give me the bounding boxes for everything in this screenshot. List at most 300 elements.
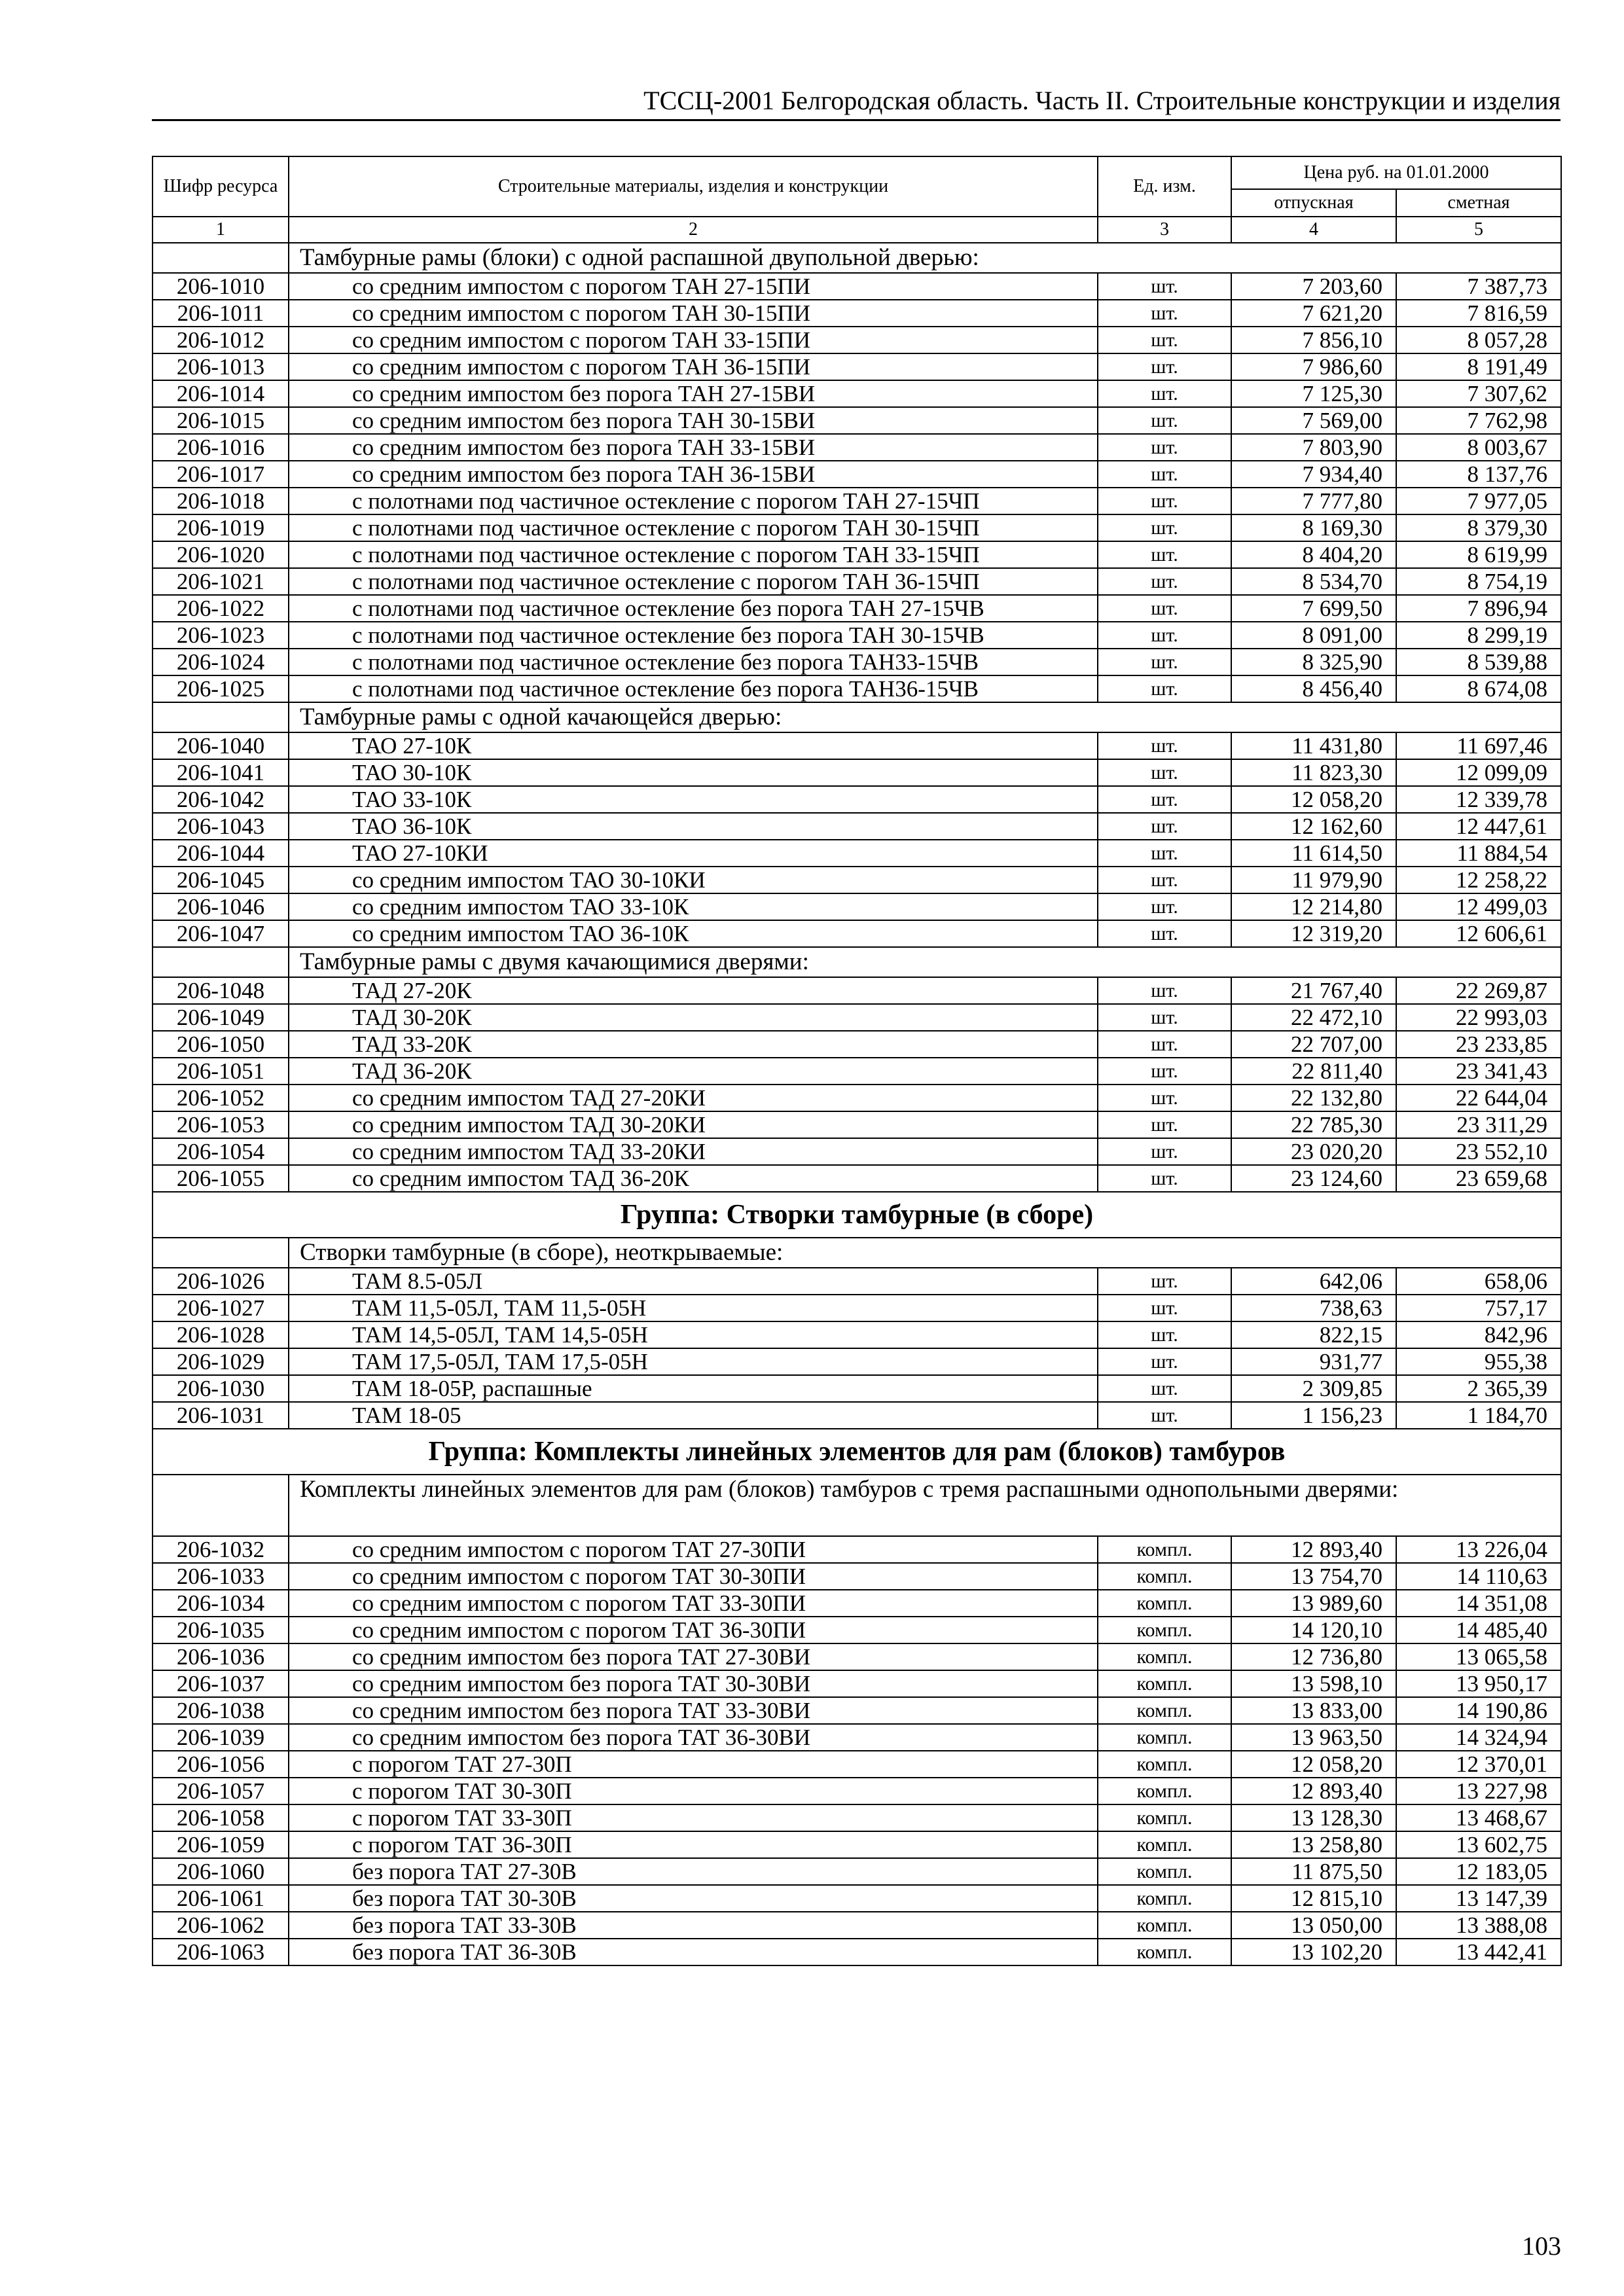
table-row	[153, 514, 1561, 541]
empty-code-cell	[153, 702, 289, 732]
unit: шт.	[1098, 488, 1231, 514]
col-number-3: 3	[1098, 217, 1231, 243]
unit: компл.	[1098, 1536, 1231, 1563]
unit: компл.	[1098, 1590, 1231, 1617]
resource-code: 206-1027	[153, 1295, 289, 1321]
table-row	[153, 327, 1561, 353]
table-row	[153, 1321, 1561, 1348]
unit: компл.	[1098, 1831, 1231, 1858]
estimate-price: 8 539,88	[1396, 649, 1561, 675]
unit: шт.	[1098, 840, 1231, 867]
unit: шт.	[1098, 300, 1231, 327]
item-name: со средним импостом без порога ТАН 30-15ВИ	[289, 407, 1098, 434]
table-row	[153, 568, 1561, 595]
unit: шт.	[1098, 514, 1231, 541]
unit: компл.	[1098, 1778, 1231, 1804]
running-header: ТССЦ-2001 Белгородская область. Часть II. Строительные конструкции и изделия	[152, 85, 1561, 121]
resource-code: 206-1045	[153, 867, 289, 893]
estimate-price: 12 370,01	[1396, 1751, 1561, 1778]
table-row	[153, 732, 1561, 759]
estimate-price: 12 258,22	[1396, 867, 1561, 893]
item-name: ТАО 30-10К	[289, 759, 1098, 786]
unit: шт.	[1098, 675, 1231, 702]
unit: шт.	[1098, 622, 1231, 649]
estimate-price: 23 233,85	[1396, 1031, 1561, 1058]
resource-code: 206-1056	[153, 1751, 289, 1778]
wholesale-price: 11 614,50	[1231, 840, 1396, 867]
unit: шт.	[1098, 732, 1231, 759]
item-name: со средним импостом с порогом ТАН 27-15ПИ	[289, 273, 1098, 300]
table-row	[153, 840, 1561, 867]
resource-code: 206-1062	[153, 1912, 289, 1939]
estimate-price: 13 147,39	[1396, 1885, 1561, 1912]
table-row	[153, 1831, 1561, 1858]
unit: шт.	[1098, 977, 1231, 1004]
subsection-heading-row	[153, 1475, 1561, 1536]
estimate-price: 14 324,94	[1396, 1724, 1561, 1751]
empty-code-cell	[153, 1475, 289, 1536]
table-row	[153, 1697, 1561, 1724]
item-name: со средним импостом ТАД 36-20К	[289, 1165, 1098, 1192]
wholesale-price: 822,15	[1231, 1321, 1396, 1348]
estimate-price: 12 499,03	[1396, 893, 1561, 920]
resource-code: 206-1025	[153, 675, 289, 702]
estimate-price: 22 269,87	[1396, 977, 1561, 1004]
resource-code: 206-1048	[153, 977, 289, 1004]
resource-code: 206-1021	[153, 568, 289, 595]
resource-code: 206-1034	[153, 1590, 289, 1617]
item-name: с порогом ТАТ 27-30П	[289, 1751, 1098, 1778]
item-name: со средним импостом без порога ТАН 36-15ВИ	[289, 461, 1098, 488]
wholesale-price: 23 124,60	[1231, 1165, 1396, 1192]
unit: шт.	[1098, 1295, 1231, 1321]
unit: компл.	[1098, 1912, 1231, 1939]
wholesale-price: 7 986,60	[1231, 353, 1396, 380]
table-row	[153, 867, 1561, 893]
table-row	[153, 1268, 1561, 1295]
unit: шт.	[1098, 353, 1231, 380]
item-name: с полотнами под частичное остекление с порогом ТАН 30-15ЧП	[289, 514, 1098, 541]
item-name: с полотнами под частичное остекление с порогом ТАН 36-15ЧП	[289, 568, 1098, 595]
subsection-heading-row	[153, 1238, 1561, 1268]
col-header-estimate: сметная	[1396, 189, 1561, 217]
unit: шт.	[1098, 1165, 1231, 1192]
item-name: с полотнами под частичное остекление с порогом ТАН 33-15ЧП	[289, 541, 1098, 568]
wholesale-price: 7 777,80	[1231, 488, 1396, 514]
table-row	[153, 1031, 1561, 1058]
wholesale-price: 13 050,00	[1231, 1912, 1396, 1939]
estimate-price: 13 227,98	[1396, 1778, 1561, 1804]
resource-code: 206-1032	[153, 1536, 289, 1563]
col-number-1: 1	[153, 217, 289, 243]
item-name: ТАМ 8.5-05Л	[289, 1268, 1098, 1295]
subsection-heading-row	[153, 947, 1561, 977]
table-row	[153, 977, 1561, 1004]
wholesale-price: 642,06	[1231, 1268, 1396, 1295]
unit: шт.	[1098, 920, 1231, 947]
wholesale-price: 21 767,40	[1231, 977, 1396, 1004]
wholesale-price: 12 058,20	[1231, 786, 1396, 813]
col-header-code: Шифр ресурса	[153, 156, 289, 217]
wholesale-price: 8 091,00	[1231, 622, 1396, 649]
estimate-price: 12 099,09	[1396, 759, 1561, 786]
table-row	[153, 1778, 1561, 1804]
empty-code-cell	[153, 243, 289, 273]
resource-code: 206-1030	[153, 1375, 289, 1402]
estimate-price: 14 190,86	[1396, 1697, 1561, 1724]
resource-code: 206-1063	[153, 1939, 289, 1965]
table-row	[153, 1804, 1561, 1831]
resource-code: 206-1020	[153, 541, 289, 568]
resource-code: 206-1029	[153, 1348, 289, 1375]
wholesale-price: 8 404,20	[1231, 541, 1396, 568]
unit: шт.	[1098, 1268, 1231, 1295]
item-name: со средним импостом с порогом ТАН 33-15ПИ	[289, 327, 1098, 353]
table-row	[153, 1858, 1561, 1885]
resource-code: 206-1060	[153, 1858, 289, 1885]
estimate-price: 7 307,62	[1396, 380, 1561, 407]
resource-code: 206-1058	[153, 1804, 289, 1831]
resource-code: 206-1010	[153, 273, 289, 300]
unit: компл.	[1098, 1617, 1231, 1643]
price-table	[152, 156, 1562, 1966]
estimate-price: 13 442,41	[1396, 1939, 1561, 1965]
table-row	[153, 1643, 1561, 1670]
table-row	[153, 1751, 1561, 1778]
resource-code: 206-1013	[153, 353, 289, 380]
wholesale-price: 13 989,60	[1231, 1590, 1396, 1617]
table-row	[153, 595, 1561, 622]
unit: шт.	[1098, 1085, 1231, 1111]
item-name: со средним импостом без порога ТАТ 27-30ВИ	[289, 1643, 1098, 1670]
table-row	[153, 813, 1561, 840]
wholesale-price: 14 120,10	[1231, 1617, 1396, 1643]
table-row	[153, 434, 1561, 461]
resource-code: 206-1061	[153, 1885, 289, 1912]
item-name: ТАО 27-10К	[289, 732, 1098, 759]
wholesale-price: 22 132,80	[1231, 1085, 1396, 1111]
estimate-price: 22 644,04	[1396, 1085, 1561, 1111]
wholesale-price: 2 309,85	[1231, 1375, 1396, 1402]
empty-code-cell	[153, 947, 289, 977]
col-number-4: 4	[1231, 217, 1396, 243]
group-heading-row	[153, 1192, 1561, 1238]
estimate-price: 1 184,70	[1396, 1402, 1561, 1429]
item-name: со средним импостом с порогом ТАН 36-15ПИ	[289, 353, 1098, 380]
unit: компл.	[1098, 1804, 1231, 1831]
wholesale-price: 23 020,20	[1231, 1138, 1396, 1165]
item-name: ТАМ 17,5-05Л, ТАМ 17,5-05Н	[289, 1348, 1098, 1375]
unit: шт.	[1098, 1111, 1231, 1138]
estimate-price: 8 191,49	[1396, 353, 1561, 380]
resource-code: 206-1046	[153, 893, 289, 920]
table-row	[153, 1724, 1561, 1751]
resource-code: 206-1028	[153, 1321, 289, 1348]
resource-code: 206-1016	[153, 434, 289, 461]
table-row	[153, 1402, 1561, 1429]
item-name: со средним импостом ТАО 33-10К	[289, 893, 1098, 920]
table-row	[153, 622, 1561, 649]
table-row	[153, 1563, 1561, 1590]
estimate-price: 2 365,39	[1396, 1375, 1561, 1402]
estimate-price: 8 674,08	[1396, 675, 1561, 702]
estimate-price: 13 468,67	[1396, 1804, 1561, 1831]
wholesale-price: 11 823,30	[1231, 759, 1396, 786]
col-number-5: 5	[1396, 217, 1561, 243]
estimate-price: 8 754,19	[1396, 568, 1561, 595]
resource-code: 206-1049	[153, 1004, 289, 1031]
resource-code: 206-1022	[153, 595, 289, 622]
unit: шт.	[1098, 434, 1231, 461]
estimate-price: 7 977,05	[1396, 488, 1561, 514]
estimate-price: 23 659,68	[1396, 1165, 1561, 1192]
table-row	[153, 649, 1561, 675]
table-header	[153, 156, 1561, 243]
wholesale-price: 11 431,80	[1231, 732, 1396, 759]
estimate-price: 12 606,61	[1396, 920, 1561, 947]
unit: компл.	[1098, 1724, 1231, 1751]
item-name: со средним импостом без порога ТАТ 36-30ВИ	[289, 1724, 1098, 1751]
item-name: со средним импостом с порогом ТАТ 33-30ПИ	[289, 1590, 1098, 1617]
item-name: ТАМ 14,5-05Л, ТАМ 14,5-05Н	[289, 1321, 1098, 1348]
subsection-heading: Тамбурные рамы с двумя качающимися дверями:	[289, 947, 1561, 977]
table-row	[153, 488, 1561, 514]
item-name: ТАО 36-10К	[289, 813, 1098, 840]
item-name: со средним импостом ТАД 33-20КИ	[289, 1138, 1098, 1165]
col-number-2: 2	[289, 217, 1098, 243]
wholesale-price: 12 214,80	[1231, 893, 1396, 920]
estimate-price: 11 697,46	[1396, 732, 1561, 759]
wholesale-price: 7 699,50	[1231, 595, 1396, 622]
resource-code: 206-1039	[153, 1724, 289, 1751]
estimate-price: 8 379,30	[1396, 514, 1561, 541]
resource-code: 206-1037	[153, 1670, 289, 1697]
unit: компл.	[1098, 1885, 1231, 1912]
table-row	[153, 1348, 1561, 1375]
wholesale-price: 22 811,40	[1231, 1058, 1396, 1085]
table-row	[153, 1085, 1561, 1111]
wholesale-price: 13 102,20	[1231, 1939, 1396, 1965]
item-name: со средним импостом без порога ТАН 33-15ВИ	[289, 434, 1098, 461]
resource-code: 206-1026	[153, 1268, 289, 1295]
item-name: с полотнами под частичное остекление без порога ТАН 30-15ЧВ	[289, 622, 1098, 649]
group-heading: Группа: Комплекты линейных элементов для рам (блоков) тамбуров	[153, 1429, 1561, 1475]
unit: компл.	[1098, 1670, 1231, 1697]
estimate-price: 955,38	[1396, 1348, 1561, 1375]
unit: шт.	[1098, 1058, 1231, 1085]
unit: компл.	[1098, 1643, 1231, 1670]
item-name: со средним импостом без порога ТАН 27-15ВИ	[289, 380, 1098, 407]
resource-code: 206-1023	[153, 622, 289, 649]
table-row	[153, 893, 1561, 920]
table-row	[153, 1138, 1561, 1165]
item-name: с полотнами под частичное остекление без порога ТАН 27-15ЧВ	[289, 595, 1098, 622]
estimate-price: 13 226,04	[1396, 1536, 1561, 1563]
item-name: без порога ТАТ 27-30В	[289, 1858, 1098, 1885]
resource-code: 206-1040	[153, 732, 289, 759]
resource-code: 206-1054	[153, 1138, 289, 1165]
table-row	[153, 1536, 1561, 1563]
resource-code: 206-1052	[153, 1085, 289, 1111]
unit: шт.	[1098, 327, 1231, 353]
wholesale-price: 13 754,70	[1231, 1563, 1396, 1590]
wholesale-price: 7 934,40	[1231, 461, 1396, 488]
item-name: с порогом ТАТ 30-30П	[289, 1778, 1098, 1804]
wholesale-price: 13 598,10	[1231, 1670, 1396, 1697]
table-row	[153, 920, 1561, 947]
item-name: ТАО 27-10КИ	[289, 840, 1098, 867]
subsection-heading: Тамбурные рамы (блоки) с одной распашной двупольной дверью:	[289, 243, 1561, 273]
estimate-price: 7 816,59	[1396, 300, 1561, 327]
subsection-heading-row	[153, 243, 1561, 273]
estimate-price: 12 339,78	[1396, 786, 1561, 813]
subsection-heading: Комплекты линейных элементов для рам (блоков) тамбуров с тремя распашными однопольными дверями:	[289, 1475, 1561, 1536]
table-row	[153, 461, 1561, 488]
group-heading: Группа: Створки тамбурные (в сборе)	[153, 1192, 1561, 1238]
unit: компл.	[1098, 1751, 1231, 1778]
wholesale-price: 12 893,40	[1231, 1778, 1396, 1804]
estimate-price: 8 299,19	[1396, 622, 1561, 649]
unit: шт.	[1098, 1402, 1231, 1429]
resource-code: 206-1043	[153, 813, 289, 840]
wholesale-price: 931,77	[1231, 1348, 1396, 1375]
item-name: с порогом ТАТ 36-30П	[289, 1831, 1098, 1858]
estimate-price: 658,06	[1396, 1268, 1561, 1295]
unit: шт.	[1098, 1004, 1231, 1031]
resource-code: 206-1038	[153, 1697, 289, 1724]
wholesale-price: 12 058,20	[1231, 1751, 1396, 1778]
resource-code: 206-1017	[153, 461, 289, 488]
resource-code: 206-1015	[153, 407, 289, 434]
estimate-price: 13 065,58	[1396, 1643, 1561, 1670]
unit: шт.	[1098, 759, 1231, 786]
resource-code: 206-1053	[153, 1111, 289, 1138]
wholesale-price: 12 319,20	[1231, 920, 1396, 947]
table-row	[153, 675, 1561, 702]
resource-code: 206-1012	[153, 327, 289, 353]
wholesale-price: 22 472,10	[1231, 1004, 1396, 1031]
estimate-price: 8 619,99	[1396, 541, 1561, 568]
wholesale-price: 12 815,10	[1231, 1885, 1396, 1912]
table-row	[153, 353, 1561, 380]
wholesale-price: 11 875,50	[1231, 1858, 1396, 1885]
estimate-price: 7 762,98	[1396, 407, 1561, 434]
col-header-unit: Ед. изм.	[1098, 156, 1231, 217]
table-row	[153, 1617, 1561, 1643]
unit: компл.	[1098, 1563, 1231, 1590]
estimate-price: 13 388,08	[1396, 1912, 1561, 1939]
page-number: 103	[1522, 2231, 1561, 2261]
table-row	[153, 541, 1561, 568]
item-name: ТАД 30-20К	[289, 1004, 1098, 1031]
wholesale-price: 7 856,10	[1231, 327, 1396, 353]
estimate-price: 12 447,61	[1396, 813, 1561, 840]
wholesale-price: 12 736,80	[1231, 1643, 1396, 1670]
estimate-price: 14 485,40	[1396, 1617, 1561, 1643]
item-name: ТАД 27-20К	[289, 977, 1098, 1004]
item-name: со средним импостом с порогом ТАН 30-15ПИ	[289, 300, 1098, 327]
table-row	[153, 1670, 1561, 1697]
col-header-wholesale: отпускная	[1231, 189, 1396, 217]
estimate-price: 8 003,67	[1396, 434, 1561, 461]
group-heading-row	[153, 1429, 1561, 1475]
unit: шт.	[1098, 541, 1231, 568]
estimate-price: 7 896,94	[1396, 595, 1561, 622]
unit: компл.	[1098, 1858, 1231, 1885]
estimate-price: 12 183,05	[1396, 1858, 1561, 1885]
table-row	[153, 1912, 1561, 1939]
unit: шт.	[1098, 786, 1231, 813]
resource-code: 206-1036	[153, 1643, 289, 1670]
unit: шт.	[1098, 1138, 1231, 1165]
table-row	[153, 407, 1561, 434]
unit: шт.	[1098, 407, 1231, 434]
table-row	[153, 759, 1561, 786]
table-row	[153, 273, 1561, 300]
resource-code: 206-1044	[153, 840, 289, 867]
unit: шт.	[1098, 893, 1231, 920]
wholesale-price: 13 833,00	[1231, 1697, 1396, 1724]
estimate-price: 13 950,17	[1396, 1670, 1561, 1697]
item-name: со средним импостом с порогом ТАТ 30-30ПИ	[289, 1563, 1098, 1590]
subsection-heading: Тамбурные рамы с одной качающейся дверью:	[289, 702, 1561, 732]
unit: шт.	[1098, 813, 1231, 840]
item-name: ТАМ 11,5-05Л, ТАМ 11,5-05Н	[289, 1295, 1098, 1321]
table-row	[153, 786, 1561, 813]
unit: шт.	[1098, 649, 1231, 675]
estimate-price: 11 884,54	[1396, 840, 1561, 867]
item-name: ТАД 33-20К	[289, 1031, 1098, 1058]
resource-code: 206-1047	[153, 920, 289, 947]
resource-code: 206-1033	[153, 1563, 289, 1590]
table-row	[153, 1590, 1561, 1617]
item-name: ТАМ 18-05Р, распашные	[289, 1375, 1098, 1402]
unit: шт.	[1098, 461, 1231, 488]
subsection-heading-row	[153, 702, 1561, 732]
table-row	[153, 1885, 1561, 1912]
estimate-price: 842,96	[1396, 1321, 1561, 1348]
resource-code: 206-1014	[153, 380, 289, 407]
estimate-price: 23 311,29	[1396, 1111, 1561, 1138]
wholesale-price: 8 169,30	[1231, 514, 1396, 541]
item-name: со средним импостом без порога ТАТ 33-30ВИ	[289, 1697, 1098, 1724]
unit: шт.	[1098, 568, 1231, 595]
table-row	[153, 1939, 1561, 1965]
table-row	[153, 380, 1561, 407]
wholesale-price: 738,63	[1231, 1295, 1396, 1321]
table-row	[153, 1375, 1561, 1402]
item-name: без порога ТАТ 33-30В	[289, 1912, 1098, 1939]
wholesale-price: 1 156,23	[1231, 1402, 1396, 1429]
wholesale-price: 7 621,20	[1231, 300, 1396, 327]
resource-code: 206-1051	[153, 1058, 289, 1085]
resource-code: 206-1050	[153, 1031, 289, 1058]
wholesale-price: 12 893,40	[1231, 1536, 1396, 1563]
resource-code: 206-1031	[153, 1402, 289, 1429]
estimate-price: 14 110,63	[1396, 1563, 1561, 1590]
table-row	[153, 1058, 1561, 1085]
table-row	[153, 1295, 1561, 1321]
resource-code: 206-1059	[153, 1831, 289, 1858]
wholesale-price: 13 258,80	[1231, 1831, 1396, 1858]
item-name: без порога ТАТ 30-30В	[289, 1885, 1098, 1912]
item-name: ТАМ 18-05	[289, 1402, 1098, 1429]
item-name: с порогом ТАТ 33-30П	[289, 1804, 1098, 1831]
unit: шт.	[1098, 380, 1231, 407]
unit: шт.	[1098, 273, 1231, 300]
unit: шт.	[1098, 595, 1231, 622]
item-name: со средним импостом ТАД 30-20КИ	[289, 1111, 1098, 1138]
